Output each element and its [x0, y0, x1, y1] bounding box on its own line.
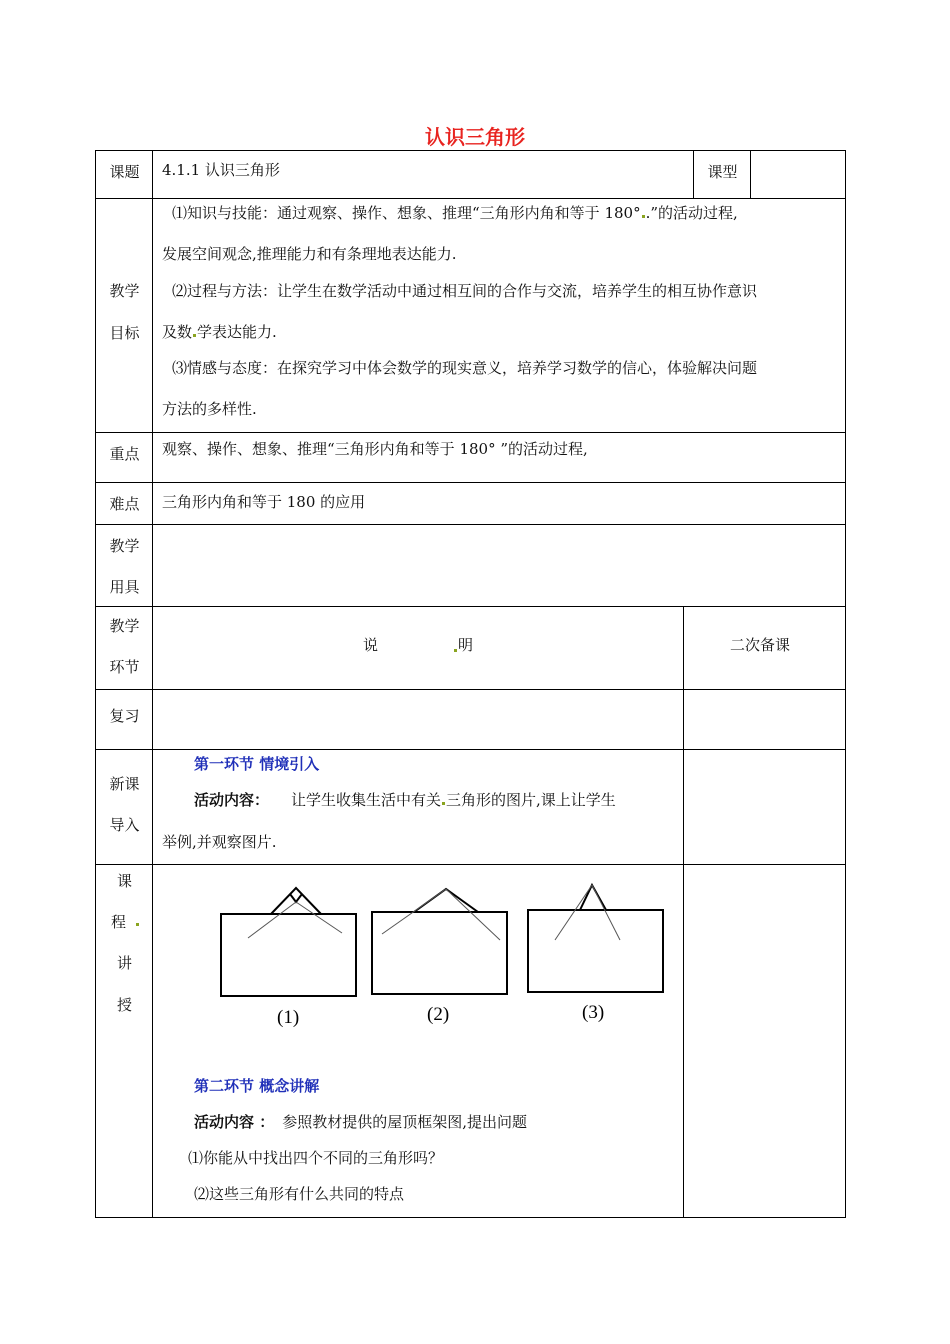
lecture-question-1: ⑴你能从中找出四个不同的三角形吗？ — [188, 1149, 444, 1167]
goals-line-5: ⑶情感与态度：在探究学习中体会数学的现实意义，培养学习数学的信心，体验解决问题 — [172, 359, 758, 377]
lecture-heading: 第二环节 概念讲解 — [194, 1077, 320, 1095]
steps-label-1: 教学 — [109, 617, 140, 635]
goals-line-4: 及数 学表达能力. — [162, 323, 277, 341]
figure-3 — [528, 885, 663, 992]
lecture-label-char-2: 程 — [110, 913, 126, 931]
lesson-type-label: 课型 — [707, 163, 738, 181]
lecture-label-char-4: 授 — [116, 996, 132, 1014]
intro-label-1: 新课 — [109, 775, 140, 793]
review-label: 复习 — [109, 707, 140, 725]
figure-2-label: (2) — [427, 1004, 450, 1025]
goals-line-2: 发展空间观念,推理能力和有条理地表达能力. — [162, 245, 457, 263]
key-points-label: 重点 — [109, 445, 140, 463]
figure-1 — [221, 888, 356, 996]
difficult-points-label: 难点 — [109, 495, 140, 513]
intro-activity-label: 活动内容： — [194, 791, 270, 809]
goals-line-6: 方法的多样性. — [162, 400, 257, 418]
intro-label-2: 导入 — [109, 816, 140, 834]
key-points-value: 观察、操作、想象、推理“三角形内角和等于 180° ”的活动过程, — [162, 440, 588, 458]
goals-line-1: ⑴知识与技能：通过观察、操作、想象、推理“三角形内角和等于 180° .”的活动过程, — [172, 204, 738, 222]
lecture-label-char-3: 讲 — [116, 954, 132, 972]
intro-heading: 第一环节 情境引入 — [194, 755, 320, 773]
page-title: 认识三角形 — [425, 125, 525, 149]
explanation-header-a: 说 — [363, 636, 379, 654]
figure-2 — [372, 889, 507, 994]
explanation-header-b: 明 — [458, 636, 474, 654]
tools-label-1: 教学 — [109, 537, 140, 555]
marker-dot — [136, 923, 139, 926]
lecture-question-2: ⑵这些三角形有什么共同的特点 — [194, 1185, 405, 1203]
topic-value: 4.1.1 认识三角形 — [162, 161, 280, 179]
roof-frame-figures — [210, 878, 680, 1038]
lecture-activity-label: 活动内容 ： — [194, 1113, 275, 1131]
lecture-label-char-1: 课 — [116, 872, 132, 890]
intro-activity-text-3: 举例,并观察图片. — [162, 833, 277, 851]
figure-3-label: (3) — [582, 1002, 605, 1023]
topic-label: 课题 — [109, 163, 140, 181]
intro-activity — [194, 790, 616, 810]
lecture-activity — [194, 1112, 527, 1132]
marker-dot — [442, 802, 445, 805]
steps-label-2: 环节 — [109, 658, 140, 676]
tools-label-2: 用具 — [109, 578, 140, 596]
intro-activity-text-1: 让学生收集生活中有关 — [291, 791, 442, 809]
intro-activity-text-2: 三角形的图片,课上让学生 — [446, 791, 616, 809]
lecture-activity-text: 参照教材提供的屋顶框架图,提出问题 — [282, 1113, 528, 1131]
figure-1-label: (1) — [277, 1007, 300, 1028]
marker-dot — [454, 649, 457, 652]
marker-dot — [642, 215, 645, 218]
second-prep-header: 二次备课 — [730, 636, 791, 654]
goals-line-3: ⑵过程与方法：让学生在数学活动中通过相互间的合作与交流，培养学生的相互协作意识 — [172, 282, 758, 300]
goals-label-2: 目标 — [109, 324, 140, 342]
marker-dot — [193, 334, 196, 337]
difficult-points-value: 三角形内角和等于 180 的应用 — [162, 493, 366, 511]
goals-label-1: 教学 — [109, 282, 140, 300]
